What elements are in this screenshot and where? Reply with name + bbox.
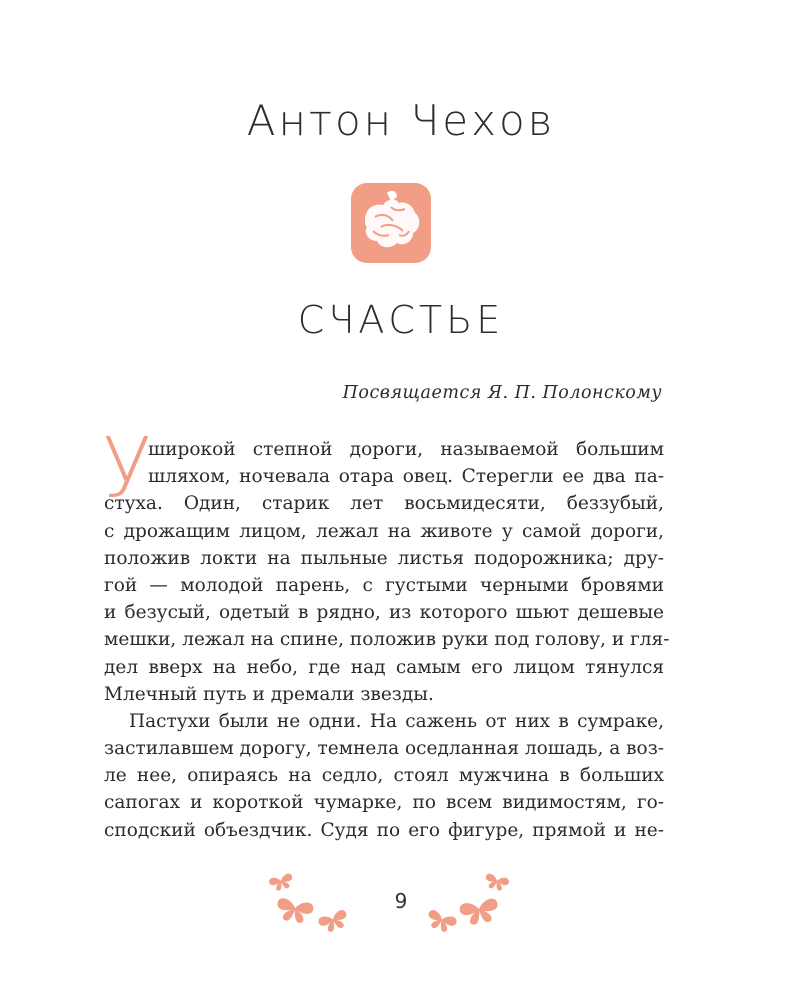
drop-cap: У	[102, 421, 152, 516]
text-line: дел вверх на небо, где над самым его лицом тянулся	[104, 656, 664, 678]
chapter-emblem-icon	[351, 183, 431, 263]
story-text	[102, 421, 670, 844]
page-number: 9	[394, 889, 408, 913]
chapter-title: СЧАСТЬЕ	[297, 298, 505, 342]
butterfly-icon	[484, 870, 510, 894]
text-line: и безусый, одетый в рядно, из которого шьют дешевые	[104, 602, 664, 624]
text-line: мешки, лежал на спине, положив руки под голову, и гля-	[104, 629, 670, 651]
text-line: сподский объездчик. Судя по его фигуре, прямой и не-	[104, 819, 664, 841]
text-line: застилавшем дорогу, темнела оседланная лошадь, а воз-	[104, 738, 665, 760]
butterfly-icon	[458, 893, 500, 929]
text-line: широкой степной дороги, называемой большим	[148, 439, 664, 460]
text-line: положив локти на пыльные листья подорожника; дру-	[104, 547, 664, 569]
text-line: с дрожащим лицом, лежал на животе у самой дороги,	[104, 520, 664, 542]
text-line: шляхом, ночевала отара овец. Стерегли ее два па-	[148, 466, 664, 488]
text-line: сапогах и короткой чумарке, по всем видимостям, го-	[104, 792, 664, 814]
butterfly-icon	[426, 906, 458, 936]
text-line: Пастухи были не одни. На сажень от них в сумраке,	[129, 710, 664, 732]
text-line: гой — молодой парень, с густыми черными бровями	[104, 574, 664, 596]
author-name: Антон Чехов	[246, 96, 556, 145]
text-line: стуха. Один, старик лет восьмидесяти, беззубый,	[104, 493, 664, 515]
text-line: ле нее, опираясь на седло, стоял мужчина в больших	[104, 765, 664, 787]
dedication: Посвящается Я. П. Полонскому	[342, 383, 662, 403]
text-line: Млечный путь и дремали звезды.	[104, 683, 434, 705]
